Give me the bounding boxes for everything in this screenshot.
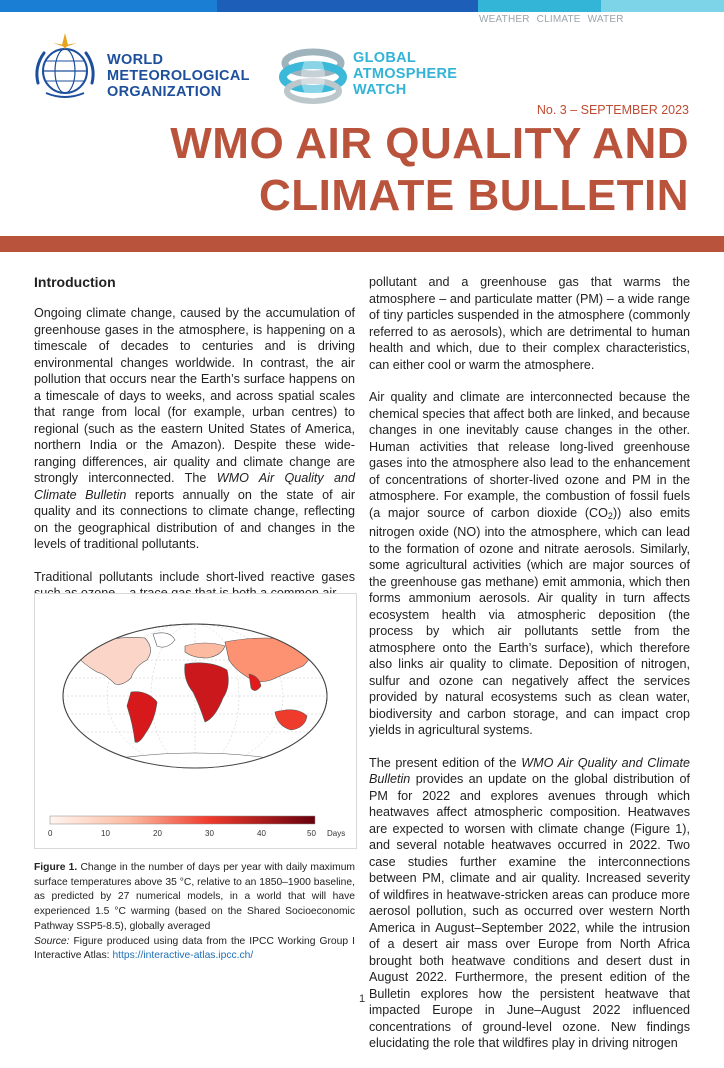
colorbar-tick: 0 — [48, 829, 53, 838]
source-label: Source: — [34, 935, 70, 947]
tagline-climate: CLIMATE — [536, 14, 581, 25]
gaw-logo-icon — [279, 41, 347, 111]
tagline-water: WATER — [587, 14, 624, 25]
figure-1-map — [34, 593, 357, 849]
top-color-bar — [0, 0, 724, 12]
bulletin-name-italic: WMO Air Quality and Climate Bulletin — [369, 755, 690, 786]
wmo-name-line: ORGANIZATION — [107, 84, 222, 100]
color-bar-segment — [478, 0, 601, 12]
text-span: provides an update on the global distribution of PM for 2022 and explores avenues through which heatwaves affect atmospheric composition. Heatwaves are expected to worsen with climate change (Figure 1), and several notable heatwaves occurred in 2022. Two case studies further examine the interconnections between PM, climate and air quality. Increased severity of wildfires in heatwave-stricken areas can produce more aerosol pollution, such as occurred over western North America in August–September 2022, while the intrusion of a desert air mass over Europe from North Africa brought both heatwave conditions and desert dust in August 2022. Furthermore, the present edition of the Bulletin explores how the persistent heatwave that impacted Europe in June–August 2022 influenced concentrations of ground-level ozone. New findings elucidating the role that wildfires play in driving nitrogen — [369, 772, 691, 1050]
wmo-name-line: WORLD — [107, 52, 164, 68]
gaw-name-line: GLOBAL — [353, 50, 417, 66]
bulletin-name-italic: WMO Air Quality and Climate Bulletin — [34, 471, 356, 502]
colorbar-unit: Days — [327, 829, 346, 838]
bulletin-title — [170, 118, 689, 222]
right-column — [369, 274, 690, 1068]
paragraph — [369, 755, 690, 1052]
caption-text: Change in the number of days per year with daily maximum surface temperatures above 35 °C, relative to an 1850–1900 baseline, as predicted by 27 numerical models, in a world that will have experienced 1.5 °C warming (based on the Shared Socioeconomic Pathway SSP5-8.5), globally averaged — [34, 862, 356, 932]
source-text: Figure produced using data from the IPCC Working Group I Interactive Atlas: — [34, 935, 355, 962]
paragraph: Traditional pollutants include short-lived reactive gases — [34, 569, 355, 584]
issue-number: No. 3 – SEPTEMBER 2023 — [536, 103, 689, 117]
colorbar — [50, 816, 315, 824]
colorbar-tick: 40 — [257, 829, 266, 838]
colorbar-tick: 30 — [205, 829, 214, 838]
color-bar-segment — [217, 0, 478, 12]
source-link[interactable]: https://interactive-atlas.ipcc.ch/ — [112, 950, 254, 962]
colorbar-tick: 50 — [307, 829, 316, 838]
text-span: Ongoing climate change, caused by the accumulation of greenhouse gases in the atmosphere, is happening on a timescale of decades to centuries and is driving environmental changes worldwide. In contrast, the air pollution that occurs near the Earth’s surface happens on a timescale of days to weeks, and across spatial scales that range from local (for example, urban centres) to regional (such as the eastern United States of America, northern India or the Amazon). Despite these wide-ranging differences, air quality and climate change are strongly interconnected. The — [34, 306, 355, 485]
caption-label: Figure 1. — [34, 862, 78, 873]
left-column — [34, 274, 355, 618]
tagline-weather: WEATHER — [479, 14, 530, 25]
title-line-2: CLIMATE BULLETIN — [258, 171, 689, 220]
gaw-name-line: ATMOSPHERE — [353, 66, 458, 82]
section-heading: Introduction — [34, 274, 116, 290]
text-span: )) also emits nitrogen oxide (NO) into the atmosphere, which can lead to the formation of ozone and nitrate aerosols. Similarly, some agricultural activities (which are major sources of the greenhouse gas methane) emit ammonia, which then forms ammonium aerosols. Air quality in turn affects ecosystem health via atmospheric deposition (the process by which air pollutants settle from the atmosphere onto the Earth’s surface), which therefore also links air quality to climate. Deposition of nitrogen, sulfur and ozone can negatively affect the services provided by natural ecosystems such as clean water, biodiversity and carbon storage, and can impact crop yields in agricultural systems. — [369, 505, 690, 737]
paragraph — [34, 305, 355, 553]
title-line-1: WMO AIR QUALITY AND — [170, 119, 689, 168]
page-number: 1 — [358, 993, 366, 1005]
text-span: reports annually on the state of air quality and its connections to climate change, reflecting on the geographical distribution of and changes in the levels of traditional pollutants. — [34, 487, 356, 551]
tagline — [479, 14, 628, 25]
paragraph — [369, 389, 690, 739]
subscript: 2 — [607, 510, 613, 521]
colorbar-tick: 20 — [153, 829, 162, 838]
text-span: Air quality and climate are interconnected because the chemical species that affect both are linked, and because changes in one inevitably cause changes in the other. Human activities that release long-lived greenhouse gases into the atmosphere also lead to the enhancement of concentrations of shorter-lived ozone and PM in the atmosphere. For example, the combustion of fossil fuels (a major source of carbon dioxide (CO — [369, 390, 690, 520]
title-divider — [0, 236, 724, 252]
wmo-emblem-icon — [30, 31, 100, 101]
paragraph: pollutant and a greenhouse gas that warms the atmosphere – and particulate matter (PM) – a wide range of tiny particles suspended in the atmosphere (commonly referred to as aerosols), which are detrimental to human health and which, due to their complex characteristics, can either cool or warm the atmosphere. — [369, 275, 690, 372]
wmo-name — [107, 52, 250, 100]
gaw-name — [353, 50, 457, 98]
gaw-name-line: WATCH — [353, 82, 407, 98]
color-bar-segment — [0, 0, 217, 12]
text-span: The present edition of the — [369, 755, 517, 770]
color-bar-segment — [601, 0, 724, 12]
wmo-name-line: METEOROLOGICAL — [107, 68, 250, 84]
colorbar-tick: 10 — [101, 829, 110, 838]
figure-caption — [34, 861, 355, 964]
